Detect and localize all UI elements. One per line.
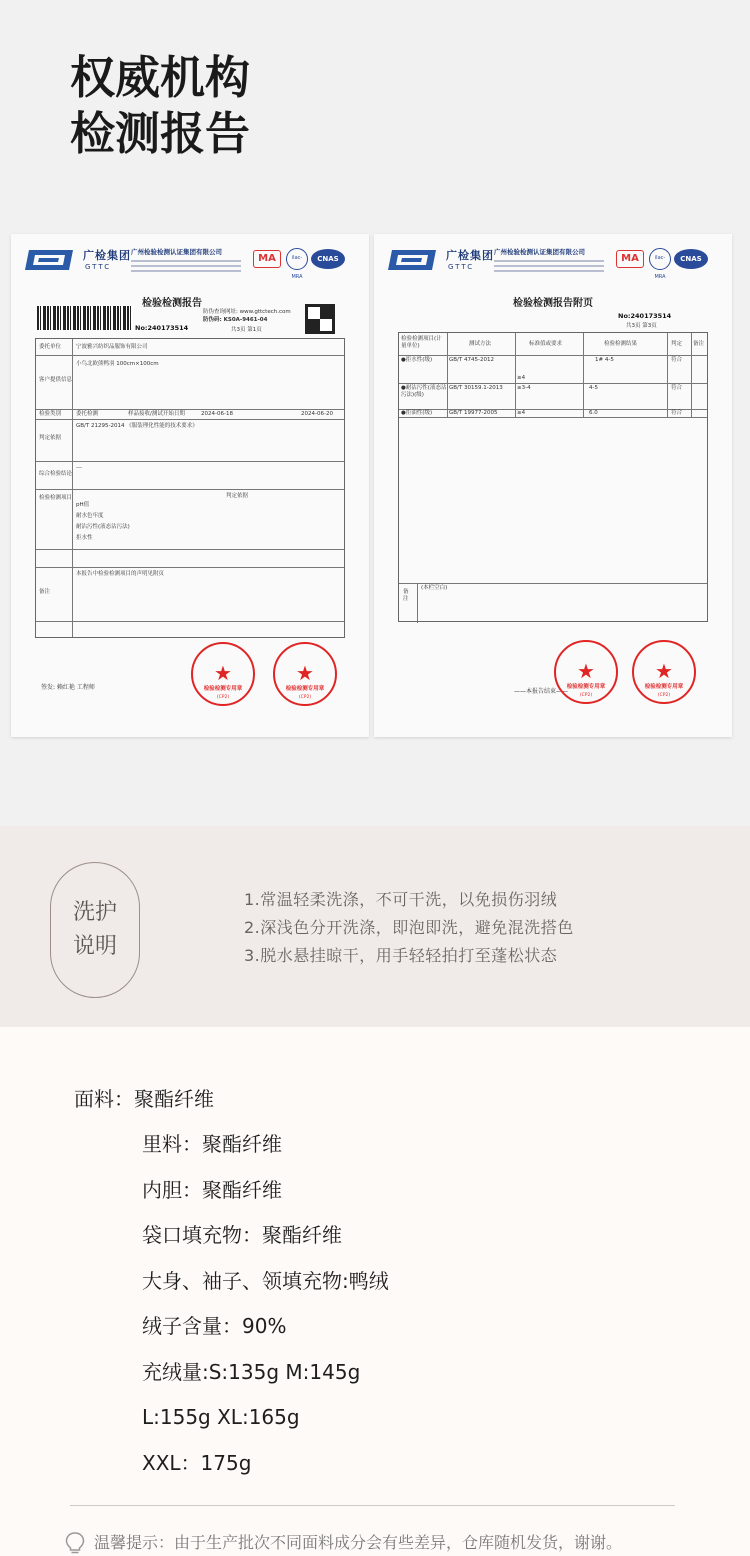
report-end-note: ——本报告结束——: [514, 688, 569, 695]
inspection-report-appendix[interactable]: [374, 234, 732, 737]
cnas-mark: CNAS: [674, 249, 708, 269]
material-body-fill: 大身、袖子、领填充物:鸭绒: [142, 1269, 389, 1293]
cnas-mark: CNAS: [311, 249, 345, 269]
qr-code: [305, 304, 335, 334]
org-fineprint: [131, 257, 241, 272]
official-seal: ★ 检验检测专用章 (CP2): [632, 640, 696, 704]
ma-mark: MA: [616, 250, 644, 268]
material-lining: 里料：聚酯纤维: [142, 1132, 282, 1156]
report-header: 广检集团 GTTC 广州检验检测认证集团有限公司 MA ilac-MRA CNAS: [388, 244, 718, 278]
report-number: No:240173514: [135, 324, 189, 332]
report-number: No:240173514: [618, 312, 672, 320]
material-inner: 内胆：聚酯纤维: [142, 1178, 282, 1202]
barcode: [37, 306, 133, 330]
star-icon: ★: [296, 661, 314, 685]
official-seal: ★ 检验检测专用章 (CP2): [554, 640, 618, 704]
page-number: 共3页 第1页: [231, 327, 262, 333]
material-fill-amount: 充绒量:S:135g M:145g: [142, 1360, 361, 1384]
material-fill-amount: L:155g XL:165g: [142, 1405, 300, 1429]
inspection-report-main[interactable]: [11, 234, 369, 737]
page-number: 共3页 第3页: [626, 323, 657, 329]
material-fill-amount: XXL：175g: [142, 1451, 252, 1475]
star-icon: ★: [655, 659, 673, 683]
report-header: 广检集团 GTTC 广州检验检测认证集团有限公司 MA ilac-MRA CNAS: [25, 244, 355, 278]
lightbulb-icon: [64, 1531, 86, 1555]
report-title: 检验检测报告: [142, 298, 202, 309]
material-pocket-fill: 袋口填充物：聚酯纤维: [142, 1223, 342, 1247]
material-fabric: 面料：聚酯纤维: [74, 1087, 214, 1111]
gttc-logo-icon: [388, 246, 440, 274]
anticounterfeit-code: 防伪码: KS0A-9461-04: [203, 317, 268, 323]
gttc-logo-icon: [25, 246, 77, 274]
report-table: 委托单位 宁波雅兴纺织品服饰有限公司 客户提供信息 小鸟北欧熊鸭羽 100cm×100cm 检验类别 委托检测 样品接收/测试开始日期 2024-06-18 2024-06-20 判定依据 GB/T 21295-2014 《服装理化性能的技术要求》 综合检验结论 --- 检验检测项目 判定依据 pH值 耐水色牢度 耐沾污性(液态沾污法) 拒水性 备注 本报告中检验检测项目的声明见附页: [35, 338, 345, 638]
ilac-mark: ilac-MRA: [649, 248, 671, 270]
official-seal: ★ 检验检测专用章 (CP2): [191, 642, 255, 706]
divider: [70, 1505, 675, 1506]
ma-mark: MA: [253, 250, 281, 268]
official-seal: ★ 检验检测专用章 (CP2): [273, 642, 337, 706]
report-website: 防伪查询网址: www.gttctech.com: [203, 309, 291, 315]
care-item: 3.脱水悬挂晾干，用手轻轻拍打至蓬松状态: [244, 946, 558, 965]
warm-tip: 温馨提示：由于生产批次不同面料成分会有些差异，仓库随机发货，谢谢。: [94, 1533, 623, 1552]
certification-marks: [616, 248, 716, 278]
care-item: 2.深浅色分开洗涤，即泡即洗，避免混洗搭色: [244, 918, 574, 937]
material-down-content: 绒子含量：90%: [142, 1314, 287, 1338]
certification-marks: [253, 248, 353, 278]
section-title: 权威机构 检测报告: [70, 51, 251, 160]
care-badge: 洗护 说明: [50, 862, 140, 998]
org-fineprint: [494, 257, 604, 272]
star-icon: ★: [214, 661, 232, 685]
ilac-mark: ilac-MRA: [286, 248, 308, 270]
care-section: [0, 826, 750, 1027]
care-list: [244, 886, 574, 970]
report-title: 检验检测报告附页: [513, 298, 593, 309]
care-item: 1.常温轻柔洗涤，不可干洗，以免损伤羽绒: [244, 890, 558, 909]
signature: 签发: 赖红艳 工程师: [41, 684, 95, 691]
materials-section: [0, 1027, 750, 1556]
star-icon: ★: [577, 659, 595, 683]
appendix-table: 检验检测项目(计量单位) 测试方法 标准值或要求 检验检测结果 判定 备注 ●拒水性(级) GB/T 4745-2012 ≥4 1# 4-5 符合 ●耐沾污性(液态沾污法)(级) GB/T 30159.1-2013 ≥3-4 4-5 符合 ●拒油性(级) GB/T 19977-2005 ≥4 6.0 符合 备注 (本栏空白): [398, 332, 708, 622]
